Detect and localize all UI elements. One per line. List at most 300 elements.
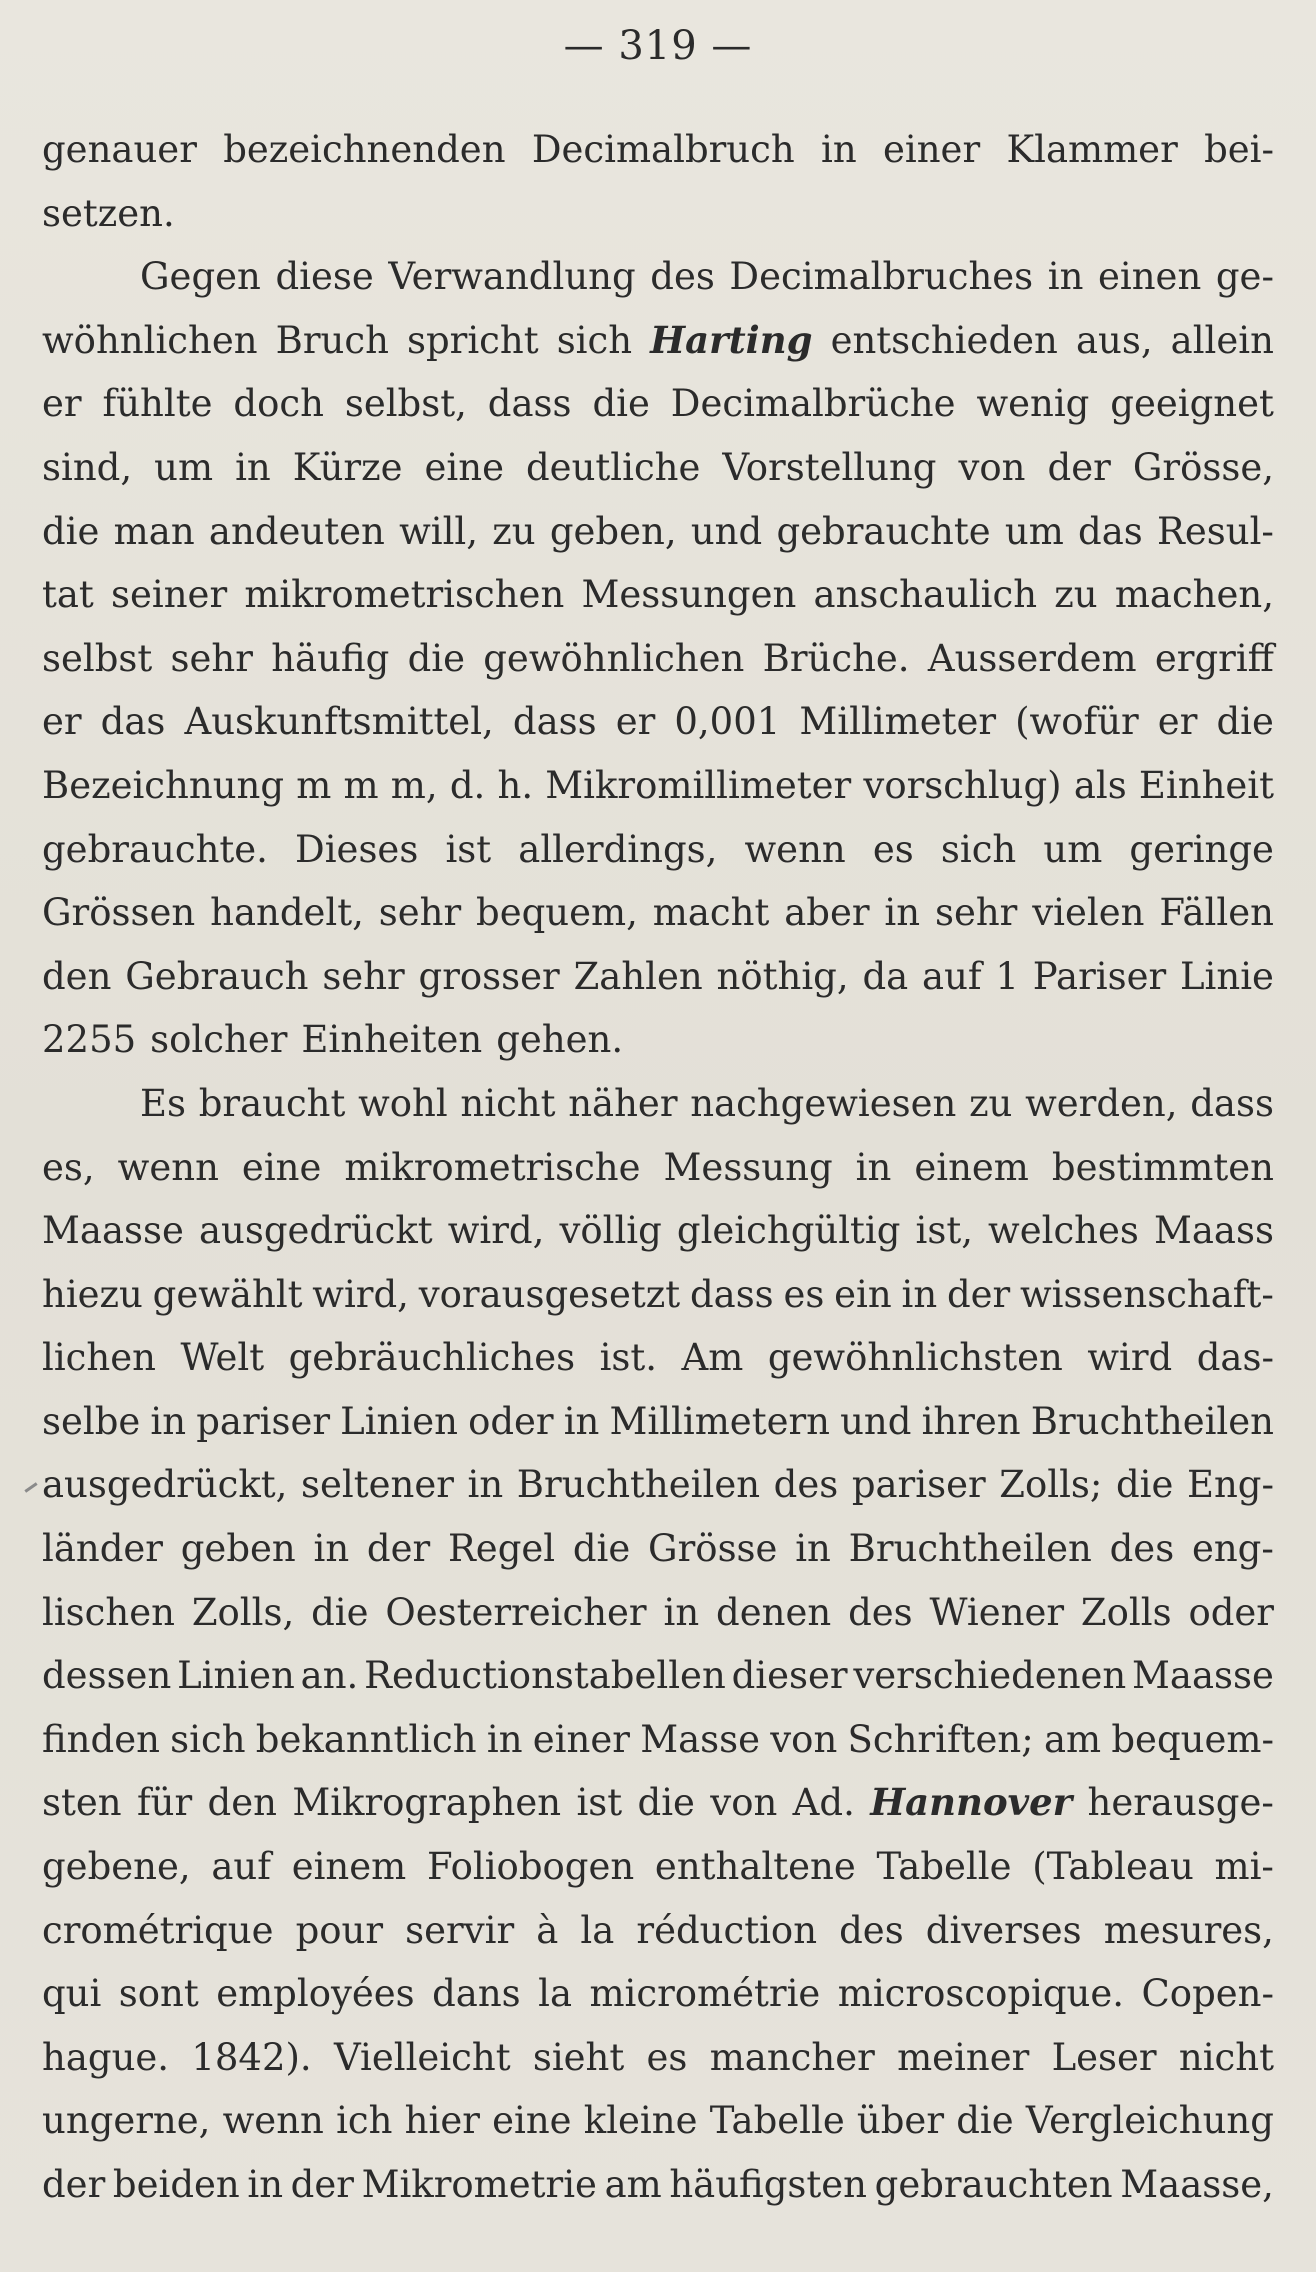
- word: wenn: [117, 1145, 219, 1189]
- word: von: [710, 1781, 778, 1825]
- word: in: [821, 128, 857, 171]
- text-line: [42, 627, 1274, 691]
- word: eng-: [1191, 1527, 1274, 1571]
- word: [650, 309, 812, 373]
- word: geringe: [1129, 827, 1274, 871]
- word: in: [486, 1717, 523, 1761]
- word: Mikromillimeter: [545, 763, 852, 807]
- word: gleichgültig: [676, 1209, 901, 1253]
- word: Copen-: [1141, 1972, 1274, 2016]
- word: gewöhnlichen: [483, 636, 745, 680]
- word: sich: [170, 1717, 246, 1761]
- word: um: [1043, 827, 1103, 871]
- word: wenig: [976, 382, 1090, 426]
- word: Maasse: [42, 1209, 184, 1253]
- word: beiden: [112, 2163, 240, 2206]
- word: des: [848, 1590, 913, 1634]
- text-line: [42, 2153, 1274, 2217]
- word: allein: [1170, 318, 1274, 362]
- word: Masse: [640, 1717, 761, 1761]
- word: gehen.: [496, 1018, 624, 1062]
- word: zu: [1054, 573, 1098, 617]
- word: bequem-: [1111, 1717, 1274, 1761]
- word: einer: [883, 128, 981, 171]
- word: an.: [300, 1654, 359, 1698]
- word: in: [467, 1463, 504, 1507]
- word: will,: [399, 509, 478, 553]
- word: die: [407, 636, 465, 680]
- body-text: [42, 118, 1274, 2217]
- word: es: [783, 1272, 825, 1316]
- word: einem: [914, 1145, 1029, 1189]
- word: dieser: [731, 1654, 848, 1698]
- word: Regel: [447, 1527, 556, 1571]
- text-line: [42, 2089, 1274, 2153]
- word: Ausserdem: [927, 636, 1137, 680]
- word: der: [946, 1272, 1011, 1316]
- word: bequem,: [476, 891, 638, 935]
- word: als: [1073, 763, 1127, 807]
- text-line: [42, 945, 1274, 1009]
- word: kleine: [583, 2099, 698, 2143]
- word: in: [901, 1272, 938, 1316]
- word: Zolls,: [191, 1590, 295, 1634]
- word: der: [1047, 445, 1111, 489]
- word: enthaltene: [654, 1845, 856, 1889]
- word: lischen: [42, 1590, 175, 1634]
- word: es,: [42, 1145, 95, 1189]
- word: es: [872, 827, 914, 871]
- word: nachgewiesen: [690, 1081, 957, 1125]
- word: ist.: [599, 1336, 658, 1380]
- word: pour: [295, 1908, 384, 1952]
- word: Vorstellung: [722, 445, 937, 489]
- word: eine: [241, 1145, 322, 1189]
- word: sich: [556, 318, 633, 362]
- word: pariser: [851, 1463, 986, 1507]
- word: hague.: [42, 2035, 170, 2079]
- word: Einheit: [1138, 763, 1274, 807]
- word: Kürze: [292, 445, 403, 489]
- word: geben,: [549, 509, 677, 553]
- word: mesures,: [1103, 1908, 1274, 1952]
- word: gebene,: [42, 1845, 191, 1889]
- word: am: [1043, 1717, 1102, 1761]
- word: [870, 1771, 1072, 1835]
- word: ich: [336, 2099, 393, 2143]
- word: deutliche: [526, 445, 701, 489]
- word: servir: [405, 1908, 515, 1952]
- word: Linie: [1179, 954, 1274, 998]
- author-name: Harting: [650, 317, 813, 362]
- word: sehr: [378, 891, 462, 935]
- word: aber: [784, 891, 870, 935]
- word: réduction: [636, 1908, 818, 1952]
- word: Zolls;: [999, 1463, 1103, 1507]
- word: microscopique.: [837, 1972, 1125, 2016]
- word: macht: [652, 891, 770, 935]
- word: m: [296, 763, 332, 807]
- word: man: [113, 509, 195, 553]
- word: micrométrie: [589, 1972, 821, 2016]
- word: Grössen: [42, 891, 196, 935]
- word: machen,: [1114, 573, 1274, 617]
- word: crométrique: [42, 1908, 274, 1952]
- word: diese: [275, 255, 374, 299]
- word: dessen: [42, 1654, 172, 1698]
- word: Es: [140, 1081, 186, 1125]
- word: Messungen: [581, 573, 797, 617]
- word: ungerne,: [42, 2099, 211, 2143]
- word: näher: [568, 1081, 678, 1125]
- word: ergriff: [1154, 636, 1274, 680]
- word: Grösse,: [1132, 445, 1274, 489]
- word: qui: [42, 1972, 102, 2016]
- word: oder: [468, 1399, 554, 1443]
- word: sehr: [934, 891, 1018, 935]
- text-line: [42, 754, 1274, 818]
- word: und: [690, 509, 763, 553]
- word: wird,: [312, 1272, 409, 1316]
- word: eine: [492, 2099, 572, 2143]
- word: Pariser: [1032, 954, 1167, 998]
- word: Foliobogen: [426, 1845, 635, 1889]
- word: Dieses: [295, 827, 419, 871]
- text-line: [42, 1072, 1274, 1136]
- word: Maasse,: [1120, 2163, 1274, 2206]
- word: er: [615, 700, 656, 744]
- word: selbe: [42, 1399, 141, 1443]
- word: (wofür: [1015, 700, 1139, 744]
- word: Zahlen: [573, 954, 703, 998]
- text-line: [42, 690, 1274, 754]
- text-line: [42, 1708, 1274, 1772]
- word: dass: [689, 1272, 774, 1316]
- word: über: [856, 2099, 945, 2143]
- word: Decimalbruch: [531, 128, 795, 171]
- word: am: [604, 2163, 662, 2206]
- word: Mikrometrie: [361, 2163, 597, 2206]
- word: Einheiten: [301, 1018, 483, 1062]
- word: er: [42, 700, 82, 744]
- word: allerdings,: [518, 827, 718, 871]
- word: das: [1078, 509, 1143, 553]
- word: von: [958, 445, 1026, 489]
- word: seiner: [111, 573, 228, 617]
- word: nicht: [460, 1081, 556, 1125]
- word: die: [637, 1781, 695, 1825]
- word: 1842).: [191, 2035, 312, 2079]
- text-line: [42, 1771, 1274, 1835]
- word: bestimmten: [1051, 1145, 1274, 1189]
- text-line: [42, 1899, 1274, 1963]
- word: Gebrauch: [125, 954, 309, 998]
- word: welches: [988, 1209, 1139, 1253]
- word: die: [1216, 700, 1274, 744]
- word: die: [311, 1590, 369, 1634]
- word: Bruchtheilen: [1030, 1399, 1274, 1443]
- word: in: [884, 891, 921, 935]
- word: wird,: [447, 1209, 545, 1253]
- word: d.: [449, 763, 486, 807]
- word: in: [150, 1399, 187, 1443]
- word: vorausgesetzt: [418, 1272, 681, 1316]
- word: den: [207, 1781, 277, 1825]
- word: seltener: [301, 1463, 454, 1507]
- word: in: [855, 1145, 892, 1189]
- word: vorschlug): [863, 763, 1062, 807]
- author-name: Hannover: [870, 1780, 1073, 1825]
- word: geeignet: [1110, 382, 1274, 426]
- word: in: [1047, 255, 1084, 299]
- word: Decimalbruches: [729, 255, 1034, 299]
- word: herausge-: [1087, 1781, 1274, 1825]
- word: völlig: [559, 1209, 662, 1253]
- word: Vergleichung: [1025, 2099, 1274, 2143]
- word: aus,: [1075, 318, 1153, 362]
- word: mikrometrischen: [244, 573, 565, 617]
- text-line: [42, 1962, 1274, 2026]
- word: nicht: [1178, 2035, 1274, 2079]
- margin-mark: [24, 1482, 37, 1492]
- word: häufigsten: [669, 2163, 868, 2206]
- word: Eng-: [1186, 1463, 1274, 1507]
- word: bezeichnenden: [223, 128, 506, 171]
- word: die: [42, 509, 100, 553]
- word: Linien: [340, 1399, 458, 1443]
- text-line: [42, 1517, 1274, 1581]
- word: die: [572, 1527, 631, 1571]
- word: wissenschaft-: [1020, 1272, 1274, 1316]
- word: oder: [1188, 1590, 1274, 1634]
- word: Tabelle: [876, 1845, 1012, 1889]
- word: setzen.: [42, 191, 175, 235]
- word: selbst: [42, 636, 153, 680]
- word: des: [773, 1463, 839, 1507]
- word: h.: [497, 763, 534, 807]
- word: die: [592, 382, 650, 426]
- word: denen: [716, 1590, 832, 1634]
- text-line: [42, 500, 1274, 564]
- word: doch: [233, 382, 324, 426]
- text-line: [42, 436, 1274, 500]
- word: ihren: [921, 1399, 1021, 1443]
- word: 1: [995, 954, 1019, 998]
- word: wird: [1087, 1336, 1173, 1380]
- word: Oesterreicher: [385, 1590, 647, 1634]
- word: einen: [1097, 255, 1202, 299]
- word: Vielleicht: [333, 2035, 511, 2079]
- word: diverses: [925, 1908, 1082, 1952]
- text-line: [42, 1453, 1274, 1517]
- word: anschaulich: [813, 573, 1038, 617]
- word: den: [42, 954, 112, 998]
- text-line: [42, 1136, 1274, 1200]
- word: 0,001: [674, 700, 781, 744]
- text-line: [42, 1644, 1274, 1708]
- text-line: [42, 1835, 1274, 1899]
- word: ge-: [1215, 255, 1274, 299]
- word: werden,: [1025, 1081, 1178, 1125]
- word: fühlte: [102, 382, 213, 426]
- word: Bezeichnung: [42, 763, 285, 807]
- word: Resul-: [1157, 509, 1274, 553]
- word: sten: [42, 1781, 122, 1825]
- word: gewählt: [152, 1272, 303, 1316]
- word: Bruchtheilen: [848, 1527, 1092, 1571]
- text-line: [42, 118, 1274, 182]
- word: Millimeter: [799, 700, 997, 744]
- word: er: [1157, 700, 1198, 744]
- word: dans: [432, 1972, 521, 2016]
- text-line: [42, 309, 1274, 373]
- word: Bruch: [275, 318, 389, 362]
- word: wenn: [222, 2099, 324, 2143]
- word: häufig: [271, 636, 390, 680]
- word: die: [1115, 1463, 1174, 1507]
- word: Verwandlung: [388, 255, 636, 299]
- word: à: [536, 1908, 559, 1952]
- word: Messung: [663, 1145, 833, 1189]
- word: grosser: [418, 954, 560, 998]
- word: Leser: [1051, 2035, 1157, 2079]
- word: es: [646, 2035, 688, 2079]
- word: gewöhnlichsten: [767, 1336, 1063, 1380]
- word: der: [42, 2163, 106, 2206]
- word: Maass: [1153, 1209, 1274, 1253]
- word: das: [100, 700, 166, 744]
- word: in: [563, 1399, 600, 1443]
- word: Zolls: [1080, 1590, 1172, 1634]
- text-line: [42, 818, 1274, 882]
- word: ausgedrückt,: [42, 1463, 288, 1507]
- word: hier: [404, 2099, 480, 2143]
- word: solcher: [150, 1018, 288, 1062]
- word: länder: [42, 1527, 163, 1571]
- word: andeuten: [208, 509, 385, 553]
- word: la: [538, 1972, 573, 2016]
- word: und: [840, 1399, 912, 1443]
- word: mi-: [1214, 1845, 1274, 1889]
- word: dass: [1190, 1081, 1274, 1125]
- word: pariser: [196, 1399, 331, 1443]
- word: ein: [834, 1272, 892, 1316]
- word: sehr: [170, 636, 253, 680]
- word: Am: [681, 1336, 744, 1380]
- text-line: [42, 2026, 1274, 2090]
- word: Tabelle: [709, 2099, 845, 2143]
- word: dass: [487, 382, 572, 426]
- word: der: [290, 2163, 354, 2206]
- word: in: [795, 1527, 831, 1571]
- word: für: [136, 1781, 193, 1825]
- word: des: [650, 255, 715, 299]
- word: braucht: [198, 1081, 346, 1125]
- word: selbst,: [344, 382, 467, 426]
- word: handelt,: [210, 891, 364, 935]
- word: der: [366, 1527, 431, 1571]
- word: in: [313, 1527, 350, 1571]
- word: wohl: [358, 1081, 448, 1125]
- word: wenn: [744, 827, 846, 871]
- word: bei-: [1204, 128, 1274, 171]
- word: Mikrographen: [292, 1781, 562, 1825]
- word: ist: [576, 1781, 623, 1825]
- word: 2255: [42, 1018, 137, 1062]
- word: entschieden: [830, 318, 1058, 362]
- word: auf: [922, 954, 982, 998]
- word: la: [580, 1908, 615, 1952]
- word: lichen: [42, 1336, 156, 1380]
- word: die: [956, 2099, 1014, 2143]
- word: auf: [211, 1845, 271, 1889]
- text-line: [42, 1263, 1274, 1327]
- word: sich: [940, 827, 1017, 871]
- word: geben: [180, 1527, 296, 1571]
- word: m,: [390, 763, 438, 807]
- word: Klammer: [1006, 128, 1178, 171]
- page-number: — 319 —: [563, 23, 753, 69]
- word: Gegen: [140, 255, 261, 299]
- text-line: [42, 1581, 1274, 1645]
- text-line: [42, 1199, 1274, 1263]
- word: von: [770, 1717, 838, 1761]
- word: des: [1109, 1527, 1175, 1571]
- word: Bruchtheilen: [516, 1463, 761, 1507]
- word: spricht: [406, 318, 539, 362]
- word: in: [663, 1590, 700, 1634]
- word: ausgedrückt: [198, 1209, 433, 1253]
- word: meiner: [897, 2035, 1030, 2079]
- word: zu: [969, 1081, 1013, 1125]
- word: hiezu: [42, 1272, 143, 1316]
- word: tat: [42, 573, 94, 617]
- word: vielen: [1032, 891, 1145, 935]
- word: zu: [492, 509, 536, 553]
- word: Welt: [180, 1336, 265, 1380]
- text-line: [42, 372, 1274, 436]
- word: Wiener: [929, 1590, 1065, 1634]
- word: da: [862, 954, 909, 998]
- word: dass: [512, 700, 597, 744]
- word: Fällen: [1159, 891, 1274, 935]
- word: sehr: [322, 954, 405, 998]
- text-line: [42, 1326, 1274, 1390]
- word: nöthig,: [716, 954, 849, 998]
- word: Brüche.: [762, 636, 910, 680]
- word: wöhnlichen: [42, 318, 258, 362]
- word: Linien: [177, 1654, 295, 1698]
- word: m: [343, 763, 379, 807]
- word: Schriften;: [847, 1717, 1034, 1761]
- word: das-: [1196, 1336, 1274, 1380]
- word: eine: [424, 445, 504, 489]
- word: Auskunftsmittel,: [184, 700, 494, 744]
- text-line: [42, 245, 1274, 309]
- word: Ad.: [792, 1781, 855, 1825]
- word: Grösse: [648, 1527, 778, 1571]
- word: genauer: [42, 128, 197, 171]
- text-line: [42, 881, 1274, 945]
- word: ist,: [915, 1209, 973, 1253]
- text-line: [42, 1390, 1274, 1454]
- text-line: [42, 563, 1274, 627]
- word: sont: [118, 1972, 199, 2016]
- word: mikrometrische: [344, 1145, 641, 1189]
- word: sind,: [42, 445, 133, 489]
- word: Reductionstabellen: [364, 1654, 726, 1698]
- word: gebrauchten: [874, 2163, 1113, 2206]
